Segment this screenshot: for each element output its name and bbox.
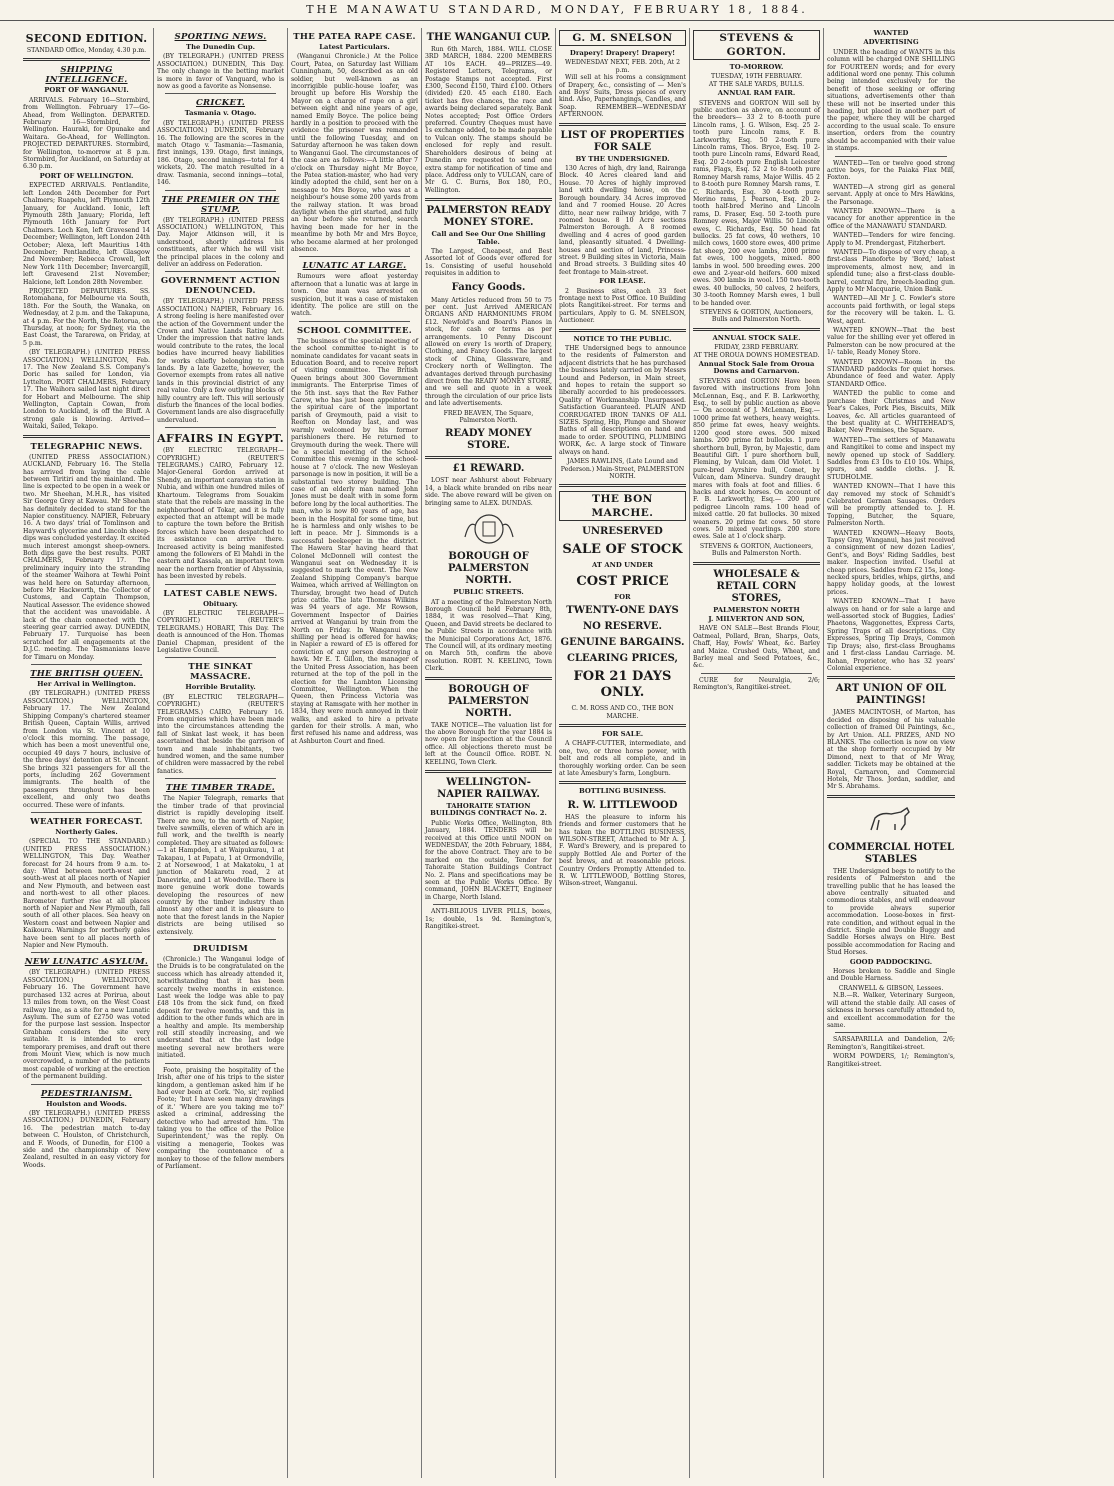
railway-title: WELLINGTON-NAPIER RAILWAY.: [437, 777, 540, 800]
divider: [693, 562, 820, 565]
divider: [23, 58, 150, 61]
divider: [559, 724, 686, 727]
telegraphic-text: (UNITED PRESS ASSOCIATION.) AUCKLAND, February 16. The Stella has arrived from laying the cable between Tiritiri and the mainland. The line is expected to be open in a week or two. Mr Sheehan, M.H.R., has visited Sir George Grey at Kawau. Mr Sheehan has definitely decided to stand for the Napier constituency. NAPIER, February 16. A two days' trial of Tomlinson and Hayward's glycerine and Lincoln sheep-dips was concluded yesterday. It excited much interest amongst sheep-owners. Both dips gave the best results. PORT CHALMERS, February 17. The preliminary inquiry into the stranding of the steamer Waihora at Tewhi Point was held here on Saturday afternoon, before Mr Hackworth, the Collector of Customs, and Captain Thompson, Nautical Assessor. The evidence showed that the accident was unavoidable. A lack of the chain connected with the steering gear carried away. DUNEDIN, February 17. Turquoise has been scratched for all engagements at the D.J.C. meeting. The Tasmanians leave for Timaru on Monday.: [23, 453, 150, 661]
clearing-prices-label: CLEARING PRICES,: [567, 653, 678, 665]
wanted-ad-2: WANTED—A strong girl as general servant. Apply at once to Mrs Hawkins, the Parsonage.: [827, 183, 955, 206]
closing-text: Foote, praising the hospitality of the Irish, after one of his trips to the sister kingdom, a gentleman asked him if he had ever been at Cork. 'No, sir,' replied Foote; 'but I have seen many drawings of it.' 'Where are you taking me to?' asked a criminal, addressing the detective who had arrested him. 'I'm taking you to the office of the Police Superintendent,' was the reply. On visiting a menagerie, Tookes was comparing the countenance of a monkey to those of the fellow members of Parliament.: [157, 1066, 284, 1170]
cable-heading: LATEST CABLE NEWS.: [163, 588, 278, 599]
wanted-top: WANTED: [873, 29, 909, 37]
weather-sub: Northerly Gales.: [55, 827, 118, 836]
properties-sub: BY THE UNDERSIGNED.: [575, 154, 670, 163]
divider: [165, 657, 276, 658]
column-5: [556, 28, 690, 1478]
ready-money-store-footer: READY MONEY STORE.: [445, 428, 532, 452]
column-3: [288, 28, 422, 1478]
divider: [31, 952, 142, 953]
horse-icon: [861, 802, 921, 838]
borough-sub: PUBLIC STREETS.: [453, 588, 524, 597]
egypt-text: (BY ELECTRIC TELEGRAPH—COPYRIGHT.) (REUTER'S TELEGRAMS.) CAIRO, February 12. Major-General Gordon arrived at Shendy, an important caravan station in Nubia, and within one hundred miles of Khartoum. Telegrams from Souakim state that the rebels are massing in the neighbourhood of Tokar, and it is fully expected that an attempt will be made to capture the town before the British forces which have been despatched to its assistance can arrive there. Increased activity is being manifested among the followers of El Mahdi in the eastern and Kassala, an important town near the northern frontier of Abyssinia, has been invested by rebels.: [157, 447, 284, 581]
cricket-sub: Tasmania v. Otago.: [184, 109, 257, 118]
pills-text: ANTI-BILIOUS LIVER PILLS, boxes, 1s; double, 1s 9d. Remington's, Rangitikei-street.: [425, 908, 552, 931]
divider: [165, 427, 276, 428]
wanted-ad-3: WANTED KNOWN—There is a vacancy for another apprentice in the office of the MANAWATU STANDARD.: [827, 207, 955, 230]
wanted-ad-12: WANTED KNOWN—Heavy Boots, Tapsy Gray, Wanganui, has just received a consignment of new dozen Ladies', Gent's, and Boys' Riding Saddles, best maker. Inspection invited. Useful at cheap prices. Saddles from £2 15s, long-necked spurs, bridles, whips, girths, and happy holiday goods, at the lowest prices.: [827, 529, 955, 596]
divider: [165, 93, 276, 94]
office-line: STANDARD Office, Monday, 4.30 p.m.: [26, 47, 147, 54]
divider: [425, 198, 552, 201]
for-sale-text: A CHAFF-CUTTER, intermediate, and one, two, or three horse power, with belt and rods all complete, and in thoroughly working order. Can be seen at late Amesbury's farm, Longburn.: [559, 740, 686, 777]
wholesale-location: PALMERSTON NORTH: [713, 605, 800, 614]
cranwell-signature: CRANWELL & GIBSON, Lessees.: [838, 984, 944, 992]
telegraph-text: (BY TELEGRAPH.) (UNITED PRESS ASSOCIATION.) WELLINGTON, Feb. 17. The New Zealand S.S. Company's Doric has sailed for London, via Lyttelton. PORT CHALMERS, February 17. The Waihora sailed last night direct for Hobart and Melbourne. The ship Wellington, Captain Cowan, from London to Auckland, is off the Bluff. A strong gale is blowing. Arrived—Waitaki, Sailed, Tekapo.: [23, 349, 150, 431]
divider: [299, 256, 410, 257]
ready-money-store-sub: Call and See Our One Shilling Table.: [431, 230, 546, 246]
worm-powders-text: WORM POWDERS, 1/; Remington's, Rangitikei-street.: [827, 1053, 955, 1068]
stevens-signature-2: STEVENS & GORTON, Auctioneers, Bulls and Palmerston North.: [699, 542, 814, 558]
wanted-ad-5: WANTED—To dispose of very cheap, a first-class Pianoforte by 'Bord,' latest improvements, almost new, and in splendid tune; also a first-class double-barrel, central fire, breech-loading gun. Apply to Mr Macquarie, Union Bank.: [827, 248, 955, 293]
borough-crest-icon: [459, 511, 519, 547]
divider: [559, 123, 686, 126]
art-union-heading: ART UNION OF OIL PAINTINGS!: [835, 683, 947, 707]
shipping-text: ARRIVALS. February 16—Stormbird, from Wellington. February 17—Go-Ahead, from Wellington. DEPARTED. February 16—Stormbird, for Wellington. Hauraki, for Opunake and Waitara. Go-Ahead, for Wellington. PROJECTED DEPARTURES. Stormbird, for Wellington, to-morrow at 8 p.m. Stormbird, for Auckland, on Saturday at 6.30 p.m.: [23, 96, 150, 171]
wholesale-heading: WHOLESALE & RETAIL CORN STORES,: [713, 568, 800, 604]
pedestrianism-sub: Houlston and Woods.: [46, 1099, 127, 1108]
column-7: [824, 28, 958, 1478]
british-queen-heading: THE BRITISH QUEEN.: [30, 669, 143, 680]
divider: [835, 1032, 947, 1033]
british-queen-text: (BY TELEGRAPH.) (UNITED PRESS ASSOCIATION.) WELLINGTON, February 17. The New Zealand Shipping Company's chartered steamer British Queen, Captain Willis, arrived from London via St. Vincent at 10 o'clock this morning. The passage, which has been a most uneventful one, occupied 49 days 7 hours, inclusive of the three days' detention at St. Vincent. She brings 321 passengers for all the ports, including 262 Government immigrants. The health of the passengers throughout has been excellent, and only two deaths occurred. These were of infants.: [23, 690, 150, 809]
divider: [165, 584, 276, 585]
paddocking-text: Horses broken to Saddle and Single and Double Harness.: [827, 968, 955, 983]
unreserved-label: UNRESERVED: [582, 526, 663, 538]
telegraphic-heading: TELEGRAPHIC NEWS.: [30, 441, 143, 452]
timber-heading: THE TIMBER TRADE.: [165, 783, 276, 794]
railway-sub: TAHORAITE STATION BUILDINGS CONTRACT No. 2.: [430, 802, 547, 818]
snelson-sub: Drapery! Drapery! Drapery!: [569, 49, 676, 57]
column-6: [690, 28, 824, 1478]
wanted-ad-11: WANTED KNOWN—That I have this day removed my stock of Schmidt's Celebrated German Sausages. Orders will be promptly attended to. J. H. Topping, Butcher, the Square, Palmerston North.: [827, 483, 955, 528]
railway-text: Public Works Office, Wellington, 8th January, 1884. TENDERS will be received at this Office until NOON on WEDNESDAY, the 20th February, 1884, for the above Contract. They are to be marked on the outside, Tender for Tahoraite Station Buildings Contract No. 2. Plans and specifications may be seen at the Public Works Office. By command, JOHN BLACKETT, Engineer in Charge, North Island.: [425, 819, 552, 901]
wanganui-cup-title: THE WANGANUI CUP.: [426, 32, 551, 43]
port-wellington: PORT OF WELLINGTON.: [39, 171, 134, 180]
column-2: [154, 28, 288, 1478]
stock-text: STEVENS and GORTON Have been favored with instructions from John McLennan, Esq., and F. B. Larkworthy, Esq., to sell by public auction as above— On account of J. McLennan, Esq.— 1000 prime fat wethers, heavy weights. 850 prime fat ewes, heavy weights. 1200 good store ewes. 500 mixed lambs. 200 prime fat bullocks. 1 pure shorthorn bull, Byron, by Majestic, dam Beautiful Gift. 1 pure shorthorn bull, Fleming, by Vulcan, dam Old Violet. 1 pure-bred Ayrshire bull, Comet, by Vulcan, dam Minerva. Sundry draught mares with foals at foot and fillies. 6 hacks and stock horses. On account of F. B. Larkworthy, Esq.— 200 pure pedigree Lincoln rams. 100 head of mixed cattle. 20 fat bullocks. 30 mixed weaners. 20 prime fat cows. 50 store cows. 50 mixed yearlings. 200 store ewes. Sale at 1 o'clock sharp.: [693, 377, 820, 541]
wanted-ad-13: WANTED KNOWN—That I have always on hand or for sale a large and well-assorted stock of Buggies, Ladies' Phaetons, Waggonettes, Express Carts, Spring Traps of all descriptions. City Expresses, Spring Tip Drays, Common Tip Drays; also, first-class Broughams and 1 first-class Landau Carriage. M. Rohan, Proprietor, who has 32 years' Colonial experience.: [827, 598, 955, 672]
advertising-heading: ADVERTISING: [863, 38, 919, 47]
for-21-days-label: FOR 21 DAYS ONLY.: [573, 669, 672, 701]
reward-title: £1 REWARD.: [452, 463, 525, 475]
for-label: FOR: [614, 592, 631, 601]
borough-2-text: TAKE NOTICE—The valuation list for the above Borough for the year 1884 is now open for inspection at the Council office. All objections thereto must be left at the Council Office. ROBT. N. KEELING, Town Clerk.: [425, 721, 552, 766]
sinkat-heading: THE SINKAT MASSACRE.: [188, 662, 253, 683]
divider: [425, 456, 552, 459]
wanganui-cup-text: Run 6th March, 1884. WILL CLOSE 3RD MARCH, 1884. 2200 MEMBERS AT 10s EACH. 49—PRIZES—49. Registered Letters, Telegrams, or Postage Stamps not accepted. First £300, Second £150, Third £100. Others (divided) £20. 45 each £180. Each ticket has five chances, the race and awards being declared separately. Bank Notes accepted; Post Office Orders preferred. Country Cheques must have 1s exchange added, to be made payable to Vulcan only. The stamps should be enclosed for reply and result. Shareholders desirous of being at Dunedin are requested to send one extra stamp for notification of time and place. Address only to VULCAN, care of Mr G. C. Burns, Box 180, P.O., Wellington.: [425, 46, 552, 194]
at-and-under-label: AT AND UNDER: [592, 561, 653, 570]
public-notice-text: THE Undersigned begs to announce to the residents of Palmerston and adjacent districts that he has purchased the business lately carried on by Messrs Lound and Pederson, in Main street, and hopes to retain the support so liberally accorded to his predecessors. Quality of Workmanship Unsurpassed. Satisfaction Guaranteed. PLAIN AND CORRUGATED IRON TANKS OF ALL SIZES. Spring, Hip, Plunge and Shower Baths of all descriptions on hand and made to order. SPOUTING, PLUMBING WORK, &c. A large stock of Tinware always on hand.: [559, 345, 686, 456]
divider: [559, 484, 686, 487]
divider: [701, 673, 812, 674]
art-union-text: JAMES MACINTOSH, of Marton, has decided on disposing of his valuable collection of framed Oil Paintings, &c., by Art Union. ALL PRIZES, AND NO BLANKS. The collection is now on view at the shop formerly occupied by Mr Dimond, next to that of Mr Wray, saddler. Tickets may be obtained at the Royal, Carnarvon, and Commercial Hotels, Mr Thos. Jordan, saddler, and Mr S. Abrahams.: [827, 709, 955, 791]
snelson-text: Will sell at his rooms a consignment of Drapery, &c., consisting of — Men's and Boys' Suits, Dress pieces of every kind. Also, Paperhangings, Candles, and Soap. REMEMBER—WEDNESDAY AFTERNOON.: [559, 74, 686, 119]
lunatic-text: Rumours were afloat yesterday afternoon that a lunatic was at large in town. One man was arrested on suspicion, but it was a case of mistaken identity. The police are still on the watch.: [291, 273, 418, 318]
cost-price-label: COST PRICE: [576, 573, 669, 589]
borough-text: AT a meeting of the Palmerston North Borough Council held February 8th, 1884, it was resolved—That King, Queen, and David streets be declared to be Public Streets in accordance with the Municipal Corporations Act, 1876. The Council will, at its ordinary meeting on March 5th, confirm the above resolution. ROBT. N. KEELING, Town Clerk.: [425, 598, 552, 673]
pedestrianism-text: (BY TELEGRAPH.) (UNITED PRESS ASSOCIATION.) DUNEDIN, February 16. The pedestrian match to-day between C. Houlston, of Christchurch, and F. Woods, of Dunedin, for £100 a side and the championship of New Zealand, resulted in an easy victory for Woods.: [23, 1109, 150, 1169]
divider: [425, 677, 552, 680]
shipping-heading: SHIPPING INTELLIGENCE.: [45, 65, 128, 86]
littlewood-text: HAS the pleasure to inform his friends and former customers that he has taken the BOTTLING BUSINESS, WILSON-STREET, Attached to Mr A. J. F. Ward's Brewery, and is prepared to supply Bottled Ale and Porter of the best brews, and at reasonable prices. Country Orders Promptly Attended to. R. W. LITTLEWOOD, Bottling Stores, Wilson-street, Wanganui.: [559, 813, 686, 888]
borough-title: BOROUGH OF PALMERSTON NORTH.: [447, 551, 530, 587]
ross-signature: C. M. ROSS AND CO., THE BON MARCHE.: [571, 705, 674, 720]
egypt-heading: AFFAIRS IN EGYPT.: [157, 432, 284, 446]
wanted-ad-8: WANTED KNOWN—Room in the STANDARD paddocks for quiet horses. Abundance of feed and water. Apply STANDARD Office.: [827, 358, 955, 388]
divider: [31, 664, 142, 665]
stevens-gorton-heading: STEVENS & GORTON.: [693, 30, 820, 60]
divider: [165, 1063, 276, 1064]
divider: [165, 190, 276, 191]
sinkat-sub: Horrible Brutality.: [185, 683, 256, 692]
advertising-intro: UNDER the heading of WANTS in this column will be charged ONE SHILLING for FOURTEEN words; and for every additional word one penny. This column being intended exclusively for the benefit of those seeking or offering situations, advertisements other than these will not be inserted under this heading, but placed in another part of the paper, where they will be charged according to the usual scale. To ensure insertion, orders from the country should be accompanied with their value in stamps.: [827, 48, 955, 153]
milverton-name: J. MILVERTON AND SON,: [708, 615, 805, 623]
for-sale-heading: FOR SALE.: [601, 729, 644, 738]
reward-text: LOST near Ashhurst about February 14, a black white branded on ribs near side. The above reward will be given on bringing same to ALEX. DUNDAS.: [425, 477, 552, 507]
second-edition-title: SECOND EDITION.: [25, 32, 148, 45]
pedestrianism-heading: PEDESTRIANISM.: [40, 1088, 133, 1099]
divider: [693, 328, 820, 331]
divider: [425, 770, 552, 773]
sarsaparilla-text: SARSAPARILLA and Dandelion, 2/6; Remington's, Rangitikei-street.: [827, 1036, 955, 1051]
patea-text: (Wanganui Chronicle.) At the Police Court, Patea, on Saturday last William Cunningham, 50, described as an old soldier, but well-known as an incorrigible public-house loafer, was brought up before His Worship the Mayor on a charge of rape on a girl between eight and nine years of age, named Emily Boyce. The police being hardly in a position to proceed with the evidence the prisoner was remanded until the following Tuesday, and on Saturday afternoon he was taken down to Wanganui Gaol. The circumstances of the case are as follows:—A little after 7 o'clock on Thursday night Mr Boyce, the Patea station-master, who had very kindly adopted the child, sent her on a message to Mrs Boyce, who was at a neighbour's house some 200 yards from the railway station. It was broad daylight when the girl started, and fully an hour before she returned, search having been made for her in the meantime by both Mr and Mrs Boyce, who became alarmed at her prolonged absence.: [291, 53, 418, 253]
snelson-heading: G. M. SNELSON: [559, 30, 686, 46]
weather-heading: WEATHER FORECAST.: [30, 816, 143, 827]
sale-of-stock-label: SALE OF STOCK: [562, 542, 683, 558]
divider: [165, 778, 276, 779]
twenty-one-days-label: TWENTY-ONE DAYS: [566, 605, 679, 617]
ram-fair-text: STEVENS and GORTON Will sell by public auction as above, on account of the breeders— 33 2 to 8-tooth pure Lincoln rams, J. G. Wilson, Esq. 25 2-tooth pure Lincoln rams, F. B. Larkworthy, Esq. 50 2-tooth pure Lincoln rams, Thos. Bryce, Esq. 10 2-tooth pure Lincoln rams, Edward Read, Esq. 20 2-tooth pure English Leicester rams, Flags, Esq. 52 2 to 8-tooth pure Romney Marsh rams, Major Willis. 45 2 to 8-tooth pure Romney Marsh rams, T. C. Richards, Esq. 30 4-tooth pure Merino rams, J. Pearson, Esq. 20 2-tooth half-bred Merino and Lincoln rams, D. Fraser, Esq. 50 2-tooth pure Romney ewes, Major Willis. 50 Lincoln ewes, C. Richards, Esq. 50 head fat bullocks. 25 fat cows, 40 wethers, 10 milch cows, 1600 store ewes, 400 prime fat sheep, 200 ewe lambs, 2000 prime fat ewes, 100 hoggets, mixed. 800 lambs in wool. 500 breeding ewes. 200 ewe and 2-year-old heifers. 600 mixed ewes. 300 lambs in wool. 150 two-tooth ewes. 40 bullocks, 50 calves, 2 heifers, 30 3-tooth Romney Marsh ewes, 1 bull to be handed over.: [693, 99, 820, 307]
commercial-hotel-text: THE Undersigned begs to notify to the residents of Palmerston and the travelling public that he has leased the above centrally situated and commodious stables, and will endeavour to provide always superior accommodation. Loose-boxes in first-rate condition, and without equal in the district. Single and Double Buggy and Saddle Horses always on Hire. Best possible accommodation for Racing and Stud Horses.: [827, 867, 955, 957]
divider: [165, 939, 276, 940]
druidism-text: (Chronicle.) The Wanganui lodge of the Druids is to be congratulated on the success which has already attended it, notwithstanding that it has been scarcely twelve months in existence. Last week the lodge was able to pay £48 10s from the sick fund, on fixed deposit for twelve months, and this in addition to the other funds which are in a healthy and ample. Its membership roll still steadily increasing, and we understand that at the last lodge meeting several new brothers were initiated.: [157, 956, 284, 1060]
ram-fair-heading: ANNUAL RAM FAIR.: [717, 89, 796, 98]
annual-stock-heading: ANNUAL STOCK SALE.: [712, 333, 801, 342]
divider: [827, 676, 955, 679]
fancy-goods-label: Fancy Goods.: [451, 281, 526, 293]
divider: [433, 904, 544, 905]
public-notice-heading: NOTICE TO THE PUBLIC.: [573, 334, 672, 343]
milverton-text: HAVE ON SALE—Best Brands Flour, Oatmeal, Pollard, Bran, Sharps, Oats, Chaff, Hay, Fowls' Wheat, &c. Barley and Maize. Crushed Oats, Wheat, and Barley meal and Seed Potatoes, &c., &c.: [693, 625, 820, 670]
sinkat-text: (BY ELECTRIC TELEGRAPH—COPYRIGHT.) (REUTER'S TELEGRAMS.) CAIRO, February 16. From enquiries which have been made into the circumstances attending the fall of Sinkat last week, it has been ascertained that beside the garrison of town and male inhabitants, two hundred women, and the same number of children were massacred by the rebel fanatics.: [157, 693, 284, 775]
wellington-text: EXPECTED ARRIVALS. Pentlandite, left London 24th December for Port Chalmers; Ruapehu, left Plymouth 12th January, for Auckland. Ionic, left Plymouth 28th January; Florida, left Plymouth 16th January for Port Chalmers. Loch Ken, left Gravesend 14 December; Wellington, left London 24th October; Alexa, left Mauritius 14th December; Pentlandite, left Glasgow 2nd November; Rebecca Crowell, left New York 11th December; Invercargill, left Gravesend 21st November; Halcione, left London 28th November.: [23, 182, 150, 286]
sale-yards: AT THE SALE YARDS, BULLS.: [708, 80, 805, 88]
divider: [165, 271, 276, 272]
properties-text: 130 Acres of high, dry land, Rairanga Block. 40 Acres cleared land and House. 70 Acres of highly improved land with dwelling house, on the Borough boundary. 34 Acres improved land and 7 roomed House. 20 Acres ditto, near new railway bridge, with 7 roomed house. 8 10 Acre sections Palmerston Borough. A 8 roomed dwelling and 4 acres of good garden land, pleasantly situated. 4 Dwelling-houses and section of land, Princess-street. 9 Building sites in Victoria, Main and Broad streets. 3 Building sites 40 feet frontage to Main-street.: [559, 165, 686, 276]
column-4: [422, 28, 556, 1478]
cable-text: (BY ELECTRIC TELEGRAPH—COPYRIGHT.) (REUTER'S TELEGRAMS.) HOBART, This Day. The death is announced of the Hon. Thomas Daniel Chapman, president of the Legislative Council.: [157, 609, 284, 654]
divider: [299, 321, 410, 322]
neuralgia-cure-text: CURE for Neuralgia, 2/6; Remington's, Rangitikei-street.: [693, 676, 820, 692]
bon-marche-heading: THE BON MARCHE.: [559, 491, 686, 521]
premier-text: (BY TELEGRAPH.) (UNITED PRESS ASSOCIATION.) WELLINGTON, This Day. Major Atkinson will, it is understood, shortly address his constituents, after which he will visit the principal places in the colony and deliver an address on Federation.: [157, 216, 284, 268]
divider: [827, 795, 955, 798]
divider: [559, 329, 686, 332]
british-queen-sub: Her Arrival in Wellington.: [37, 680, 136, 689]
stock-date: FRIDAY, 23RD FEBRUARY.: [714, 344, 799, 352]
tomorrow-date: TUESDAY, 19TH FEBRUARY.: [710, 73, 803, 81]
newspaper-columns: [20, 28, 1100, 1478]
genuine-bargains-label: GENUINE BARGAINS.: [560, 637, 685, 649]
government-text: (BY TELEGRAPH.) (UNITED PRESS ASSOCIATION.) NAPIER, February 16. A strong feeling is here manifested over the action of the Government under the Crown and Native Lands Rating Act. Under the impression that native lands would contribute to the rates, the local bodies have incurred heavy liabilities for works chiefly belonging to such lands. By a late Gazette, however, the Governor exempts from rates all native lands in this provincial district of any real value. Only a few outlying blocks of hilly country are left. This will seriously disturb the finances of the local bodies. Government lands are also disgracefully undervalued.: [157, 298, 284, 424]
divider: [559, 781, 686, 784]
bottling-heading: BOTTLING BUSINESS.: [579, 787, 666, 796]
wanted-ad-9: WANTED the public to come and purchase their Christmas and New Year's Cakes, Pork Pies, Biscuits, Milk Loaves, &c. All articles guaranteed of the best quality at C. WHITEHEAD'S, Baker, New Premises, the Square.: [827, 390, 955, 435]
premier-heading: THE PREMIER ON THE STUMP.: [161, 194, 280, 215]
wanted-ad-7: WANTED KNOWN—That the best value for the shilling ever yet offered in Palmerston can be now procured at the 1/- table, Ready Money Store.: [827, 327, 955, 357]
patea-sub: Latest Particulars.: [319, 43, 390, 51]
rawlins-signature: JAMES RAWLINS, (Late Lound and Pederson.) Main-Street, PALMERSTON NORTH.: [560, 458, 685, 480]
cable-sub: Obituary.: [203, 599, 238, 608]
commercial-hotel-heading: COMMERCIAL HOTEL STABLES: [828, 841, 954, 865]
ready-money-store-text-2: Many Articles reduced from 50 to 75 per cent. Just Arrived AMERICAN ORGANS AND HARMONIUMS FROM £12. Newfold's and Board's Pianos in stock, for cash or terms as per arrangements. 10 Penny Discount allowed on every 1s worth of Drapery, Clothing, and Fancy Goods. The largest stock of China, Glassware, and Crockery north of Wellington. The advantages derived through purchasing direct from the READY MONEY STORE, and we sell and quote in a week through the circulation of our price lists and late advertisements.: [425, 296, 552, 408]
stock-sub: Annual Stock Sale from Oroua Downs and Carnarvon.: [698, 360, 815, 376]
cricket-text: (BY TELEGRAPH.) (UNITED PRESS ASSOCIATION.) DUNEDIN, February 16. The following are the scores in the match Otago v. Tasmania:—Tasmania, first innings, 139. Otago, first innings, 186. Otago, second innings—total for 4 wickets, 20. The match resulted in a draw. Tasmania, second innings—total, 146.: [157, 119, 284, 187]
patea-heading: THE PATEA RAPE CASE.: [293, 32, 416, 42]
masthead: THE MANAWATU STANDARD, MONDAY, FEBRUARY 18, 1884.: [0, 0, 1114, 21]
weather-text: (SPECIAL TO THE STANDARD.) (UNITED PRESS ASSOCIATION.) WELLINGTON, This Day. Weather forecast for 24 hours from 9 a.m. to-day: Wind between north-west and south-west at all places north of Napier and New Plymouth, and between east and north-west to all other places. Barometer further rise at all places north of Napier and New Plymouth, fall south of all other places. Sea heavy on Western coast and between Napier and Kaikoura. Warnings for northerly gales have been sent to all places north of Napier and New Plymouth.: [23, 838, 150, 950]
snelson-date: WEDNESDAY NEXT, FEB. 20th, At 2 p.m.: [564, 59, 681, 74]
wanted-ad-4: WANTED—Tenders for wire fencing. Apply to M. Prendergast, Fitzherbert.: [827, 232, 955, 247]
wanted-ad-6: WANTED—All Mr J. C. Fowler's store accounts paid forthwith, or legal steps for the recovery will be taken. L. G. West, agent.: [827, 295, 955, 325]
ready-money-store-title: PALMERSTON READY MONEY STORE.: [426, 205, 551, 229]
timber-text: The Napier Telegraph, remarks that the timber trade of that provincial district is rapidly developing itself. There are now, to the north of Napier, twelve sawmills, eleven of which are in full work, and the twelfth is nearly completed. They are situated as follows:—1 at Hampden, 1 at Waipukurau, 1 at Takapau, 1 at Papatu, 1 at Ormondville, 2 at Norsewood, 1 at Makatoku, 1 at junction of Makaretu road, 2 at Danevirke, and 1 at Woodville. There is more genuine work done towards developing the resources of new country by the timber industry than almost any other and it is pleasure to note that the forest lands in the Napier districts are being utilised so extensively.: [157, 795, 284, 936]
fred-beaven-signature: FRED BEAVEN, The Square, Palmerston North.: [443, 409, 534, 425]
divider: [835, 156, 947, 157]
druidism-heading: DRUIDISM: [192, 944, 249, 954]
government-heading: GOVERNMENT ACTION DENOUNCED.: [160, 276, 281, 297]
lunatic-heading: LUNATIC AT LARGE.: [302, 261, 407, 272]
port-wanganui: PORT OF WANGANUI.: [44, 86, 129, 95]
projected-text: PROJECTED DEPARTURES. SS. Rotomahana, for Melbourne via South, 18th. For the South, the Wanaka, on Wednesday, at 2 p.m. and the Takapuna, at 4 p.m. For the North, the Rotorua, on Thursday, at noon; for Sydney, via the East Coast, the Tararewa, on Friday, at 5 p.m.: [23, 287, 150, 347]
school-heading: SCHOOL COMMITTEE.: [296, 325, 412, 336]
littlewood-heading: R. W. LITTLEWOOD: [567, 799, 678, 811]
wanted-ad-1: WANTED—Ten or twelve good strong active boys, for the Paiaka Flax Mill, Foxton.: [827, 159, 955, 182]
properties-title: LIST OF PROPERTIES FOR SALE: [560, 129, 685, 153]
divider: [23, 435, 150, 438]
tomorrow-label: TO-MORROW.: [729, 63, 784, 71]
divider: [31, 1084, 142, 1085]
paddocking-heading: GOOD PADDOCKING.: [849, 957, 933, 966]
veterinary-text: N.B.—R. Walker, Veterinary Surgeon, will attend the stable daily. All cases of sickness in horses carefully attended to, and excellent accommodation for the same.: [827, 992, 955, 1029]
stock-location: AT THE OROUA DOWNS HOMESTEAD.: [693, 351, 820, 359]
sporting-heading: SPORTING NEWS.: [174, 32, 267, 42]
asylum-text: (BY TELEGRAPH.) (UNITED PRESS ASSOCIATION.) WELLINGTON, February 16. The Government have purchased 132 acres at Porirua, about 13 miles from town, on the West Coast railway line, as a site for a new Lunatic Asylum. The sum of £2750 was voted for the purpose last session. Inspector Grabham considers the site very suitable. It is intended to erect temporary premises, and draft out there from Mount View, which is now much overcrowded, a number of the patients most capable of working at the erection of the permanent building.: [23, 969, 151, 1081]
wanted-ad-10: WANTED—The settlers of Manawatu and Rangitikei to come and inspect my newly opened up stock of Saddlery. Saddles from £3 10s to £10 10s. Whips, spurs, and saddle cloths. J. R. STUDHOLME.: [827, 436, 955, 481]
school-text: The business of the special meeting of the school committee to-night is to nominate candidates for vacant seats in Education Board, and to receive report of visiting committee. The British Queen brings about 300 Government immigrants. The Enterprise Times of the 5th inst. says that the Rev Father Carew, who has just been appointed to the spiritual care of the important parish of Greymouth, paid a visit to Reefton on Monday last, and was warmly welcomed by his former parishioners there. He returned to Greymouth during the week. There will be a special meeting of the School Committee this evening in the school-house at 7 o'clock. The new Wesleyan parsonage is now in position, it will be a substantial two storey building. The case of an elderly man named John Jones must be dealt with in some form before long by the local authorities. The man, who is now 80 years of age, has been in the Hospital for some time, but he is harmless and only wishes to be left in peace. Mr J. Simmonds is a successful beekeeper in the district. The Hawera Star having heard that Colonel McDonnell will contest the Wanganui seat on Wednesday it is suggested to mark the event. The New Zealand Shipping Company's barque Waimea, which arrived at Wellington on Thursday, brought two head of Dutch prize cattle. The late Thomas Wilkins was 94 years of age. Mr Rowson, Government Inspector of Dairies arrived at Wanganui by train from the North on Friday. In Wanganui one shilling per head is offered for hawks; in Napier a reward of £5 is offered for conviction of any person destroying a hawk. Mr E. T. Gillon, the manager of the United Press Association, has been returned at the top of the poll in the election for the Lambton Licensing Committee, Wellington. When the Queen, then Princess Victoria was staying at Ramsgate with her mother in 1834, they were much annoyed in their walks, and asked to hire a private garden for their strolls. A man, who first refused his name and address, was at Ashburton Court and fined.: [291, 337, 418, 745]
no-reserve-label: NO RESERVE.: [583, 621, 662, 633]
sporting-text: (BY TELEGRAPH.) (UNITED PRESS ASSOCIATION.) DUNEDIN, This Day. The only change in the betting market is more in favor of Vanguard, who is now as good a favorite as Nonsense.: [157, 53, 284, 91]
borough-2-title: BOROUGH OF PALMERSTON NORTH.: [447, 683, 530, 719]
divider: [31, 812, 142, 813]
lease-text: 2 Business sites, each 33 feet frontage next to Post Office. 10 Building plots Rangitikei-street. For terms and particulars, Apply to G. M. SNELSON, Auctioneer.: [559, 287, 686, 325]
lease-heading: FOR LEASE.: [599, 277, 646, 286]
asylum-heading: NEW LUNATIC ASYLUM.: [24, 957, 149, 968]
sporting-sub: The Dunedin Cup.: [186, 43, 255, 51]
stevens-signature-1: STEVENS & GORTON, Auctioneers, Bulls and Palmerston North.: [699, 309, 814, 324]
column-1: [20, 28, 154, 1478]
ready-money-store-text: The Largest, Cheapest, and Best Assorted lot of Goods ever offered for 1s. Consisting of useful household requisites in addition to: [425, 247, 552, 278]
cricket-heading: CRICKET.: [195, 98, 246, 109]
